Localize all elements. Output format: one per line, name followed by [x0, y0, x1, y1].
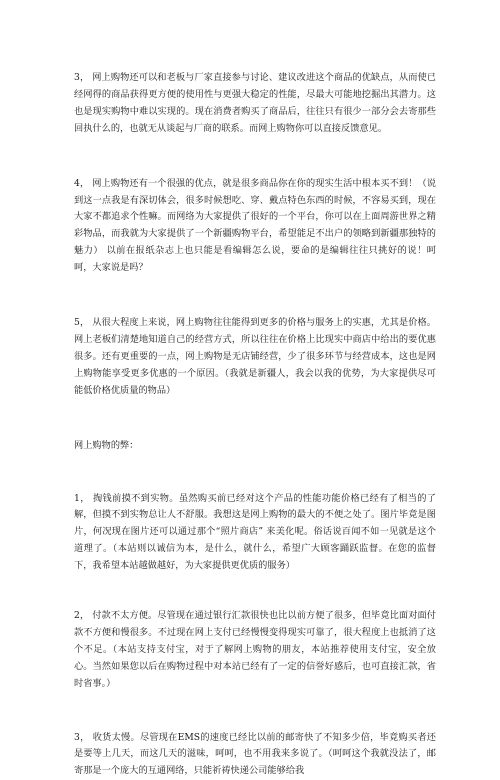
drawback-paragraph-1: 1， 掏钱前摸不到实物。虽然购买前已经对这个产品的性能功能价格已经有了相当的了解，但摸不到实物总让人不舒服。我想这是网上购物的最大的不便之处了。图片毕竟是图片，何况现在图片还可以通过那个“照片商店” 来美化呢。俗话说百闻不如一见就是这个道理了。（本站则以诚信为本，是什么，就什么，希望广大顾客踊跃监督。在您的监督下，我希望本站越做越好，为大家提供更优质的服务）	[74, 492, 436, 572]
drawback-paragraph-3: 3， 收货太慢。尽管现在EMS的速度已经比以前的邮寄快了不知多少倍，毕竟购买者还是要等上几天，而这几天的滋味，呵呵，也不用我来多说了。（呵呵这个我就没法了，邮寄那是一个庞大的互通网络，只能祈祷快递公司能够给我	[74, 731, 436, 777]
drawbacks-heading: 网上购物的弊：	[74, 439, 139, 451]
advantage-paragraph-5: 5， 从很大程度上来说，网上购物往往能得到更多的价格与服务上的实惠，尤其是价格。网上老板们清楚地知道自己的经营方式，所以往往在价格上比现实中商店中给出的要优惠很多。还有更重要的一点，网上购物是无店铺经营，少了很多环节与经营成本，这也是网上购物能享受更多优惠的一个原因。（我就是新疆人，我会以我的优势，为大家提供尽可能低价格优质量的物品）	[74, 317, 436, 396]
drawback-paragraph-2: 2， 付款不太方便。尽管现在通过银行汇款很快也比以前方便了很多，但毕竟比面对面付款不方便和慢很多。不过现在网上支付已经慢慢变得现实可靠了，很大程度上也抵消了这个不足。（本站支持支付宝，对于了解网上购物的朋友，本站推荐使用支付宝，安全放心。当然如果您以后在购物过程中对本站已经有了一定的信誉好感后，也可直接汇款，省时省事。）	[74, 610, 436, 689]
advantage-paragraph-4: 4， 网上购物还有一个很强的优点，就是很多商品你在你的现实生活中根本买不到！（说到这一点我是有深切体会，很多时候想吃、穿、戴点特色东西的时候，不容易买到，现在大家不都追求个性嘛。而网络为大家提供了很好的一个平台，你可以在上面周游世界之精彩物品，而我就为大家提供了一个新疆购物平台，希望能足不出户的领略到新疆那独特的魅力） 以前在报纸杂志上也只能是看编辑怎么说，要命的是编辑往往只挑好的说！呵呵，大家说是吗？	[74, 177, 436, 274]
advantage-paragraph-3: 3， 网上购物还可以和老板与厂家直接参与讨论、建议改进这个商品的优缺点，从而使已经网得的商品获得更方便的使用性与更强大稳定的性能，尽最大可能地挖掘出其潜力。这也是现实购物中难以实现的。现在消费者购买了商品后，往往只有很少一部分会去寄那些回执什么的，也就无从谈起与厂商的联系。而网上购物你可以直接反馈意见。	[74, 72, 436, 134]
document-page	[74, 70, 436, 780]
